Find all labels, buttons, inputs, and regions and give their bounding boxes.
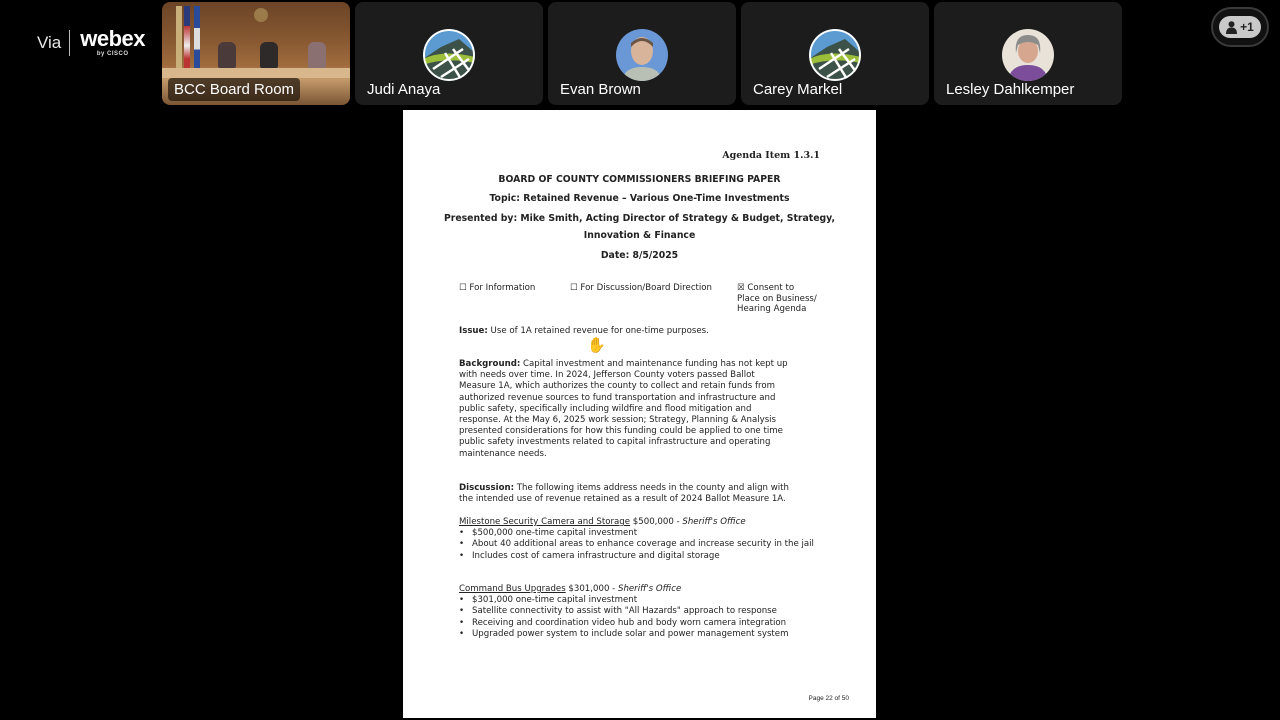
discussion-section: Discussion: The following items address needs in the county and align with the intended use of revenue retained as a result of 2024 Ballot Measure 1A. [459, 483, 789, 505]
state-flag [194, 6, 200, 72]
avatar-photo [616, 29, 668, 81]
agenda-item: Agenda Item 1.3.1 [722, 150, 820, 161]
participant-name: Carey Markel [753, 81, 843, 98]
county-seal [254, 8, 268, 22]
item-bullets: • $500,000 one-time capital investment • About 40 additional areas to enhance coverage and increase security in the jail • Includes cost of camera infrastructure and digital storage [459, 528, 824, 562]
participant-tile-judi-anaya[interactable] [355, 2, 543, 105]
participant-name: BCC Board Room [168, 78, 300, 101]
brand-divider [69, 30, 70, 56]
participant-tile-bcc-board-room[interactable] [162, 2, 350, 105]
participant-name: Lesley Dahlkemper [946, 81, 1075, 98]
person-icon [1226, 21, 1237, 34]
via-label: Via [37, 32, 62, 52]
avatar-photo [1002, 29, 1054, 81]
commissioner-left [218, 42, 236, 68]
presented-by-cont: Innovation & Finance [583, 230, 696, 241]
hand-cursor-icon: ✋ [587, 336, 606, 354]
document-date: Date: 8/5/2025 [600, 250, 679, 261]
item-milestone-security-camera: Milestone Security Camera and Storage $500,000 - Sheriff's Office • $500,000 one-time capital investment • About 40 additional areas to enhance coverage and increase security in the jail • Includes cost of camera infrastructure and digital storage [459, 517, 824, 562]
commissioner-center [260, 42, 278, 68]
county-logo-icon [423, 29, 475, 81]
item-command-bus-upgrades: Command Bus Upgrades $301,000 - Sheriff's Office • $301,000 one-time capital investment • Satellite connectivity to assist with "All Hazards" approach to response • Receiving and coordination video hub and body worn camera integration • Upgraded power system to include solar and power management system [459, 584, 839, 640]
participant-strip [162, 2, 1122, 105]
commissioner-right [308, 42, 326, 68]
document-topic: Topic: Retained Revenue – Various One-Time Investments [489, 193, 790, 204]
flag-pole [176, 6, 182, 72]
presented-by: Presented by: Mike Smith, Acting Director of Strategy & Budget, Strategy, [443, 213, 836, 224]
background-section: Background: Capital investment and maintenance funding has not kept up with needs over time. In 2024, Jefferson County voters passed Ballot Measure 1A, which authorizes the county to collect and retain funds from authorized revenue sources to fund transportation and infrastructure and public safety, specifically including wildfire and flood mitigation and response. At the May 6, 2025 work session; Strategy, Planning & Analysis presented considerations for how this funding could be applied to one time public safety investments related to capital infrastructure and operating maintenance needs. [459, 359, 788, 459]
us-flag [184, 6, 190, 72]
document-title: BOARD OF COUNTY COMMISSIONERS BRIEFING PAPER [498, 174, 781, 185]
participant-tile-lesley-dahlkemper[interactable] [934, 2, 1122, 105]
webex-logo: webex by CISCO [80, 26, 146, 57]
shared-document[interactable] [403, 110, 876, 718]
county-logo-icon [809, 29, 861, 81]
page-number: Page 22 of 50 [808, 695, 849, 702]
dais-desk [162, 68, 350, 78]
checkbox-for-discussion[interactable]: ☐ For Discussion/Board Direction [570, 283, 713, 293]
checkbox-consent[interactable]: ☒ Consent to Place on Business/ Hearing Agenda [737, 283, 817, 314]
webex-brand [37, 28, 145, 57]
participant-tile-evan-brown[interactable] [548, 2, 736, 105]
participant-name: Evan Brown [560, 81, 641, 98]
participant-tile-carey-markel[interactable] [741, 2, 929, 105]
more-participants-button[interactable] [1211, 7, 1269, 47]
issue-section: Issue: Use of 1A retained revenue for one-time purposes. [459, 326, 709, 336]
checkbox-for-information[interactable]: ☐ For Information [459, 283, 536, 293]
participant-name: Judi Anaya [367, 81, 441, 98]
more-count: +1 [1240, 20, 1254, 34]
item-bullets: • $301,000 one-time capital investment • Satellite connectivity to assist with "All Hazards" approach to response • Receiving and coordination video hub and body worn camera integration • Upgraded power system to include solar and power management system [459, 595, 839, 640]
